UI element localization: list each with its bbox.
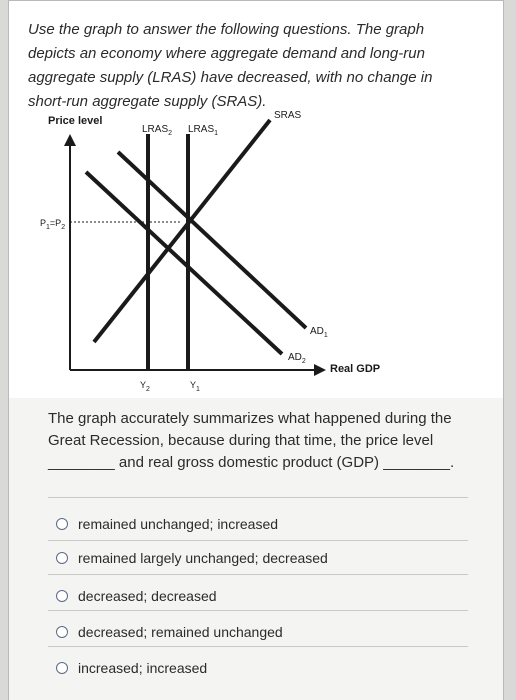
- radio-button[interactable]: [56, 662, 68, 674]
- divider: [48, 497, 468, 498]
- y2-label: $Y_2$: [140, 380, 150, 393]
- blank-2: ________: [383, 454, 450, 471]
- option-label: increased; increased: [78, 660, 208, 676]
- ad2-label: $AD_2$: [288, 352, 306, 365]
- option-1[interactable]: [48, 512, 468, 536]
- radio-button[interactable]: [56, 626, 68, 638]
- sras-label: SRAS: [274, 110, 302, 121]
- radio-button[interactable]: [56, 552, 68, 564]
- radio-button[interactable]: [56, 518, 68, 530]
- divider: [48, 574, 468, 575]
- option-4[interactable]: [48, 620, 468, 644]
- price-level-label: $P_1=P_2$: [40, 218, 66, 231]
- y1-label: $Y_1$: [190, 380, 200, 393]
- divider: [48, 540, 468, 541]
- option-3[interactable]: [48, 584, 468, 608]
- radio-button[interactable]: [56, 590, 68, 602]
- lras1-label: $LRAS_1$: [188, 124, 219, 137]
- question-text: The graph accurately summarizes what happened during the Great Recession, because during that time, the price level ________ and real gross domestic product (GDP) ________.: [48, 410, 455, 471]
- ad1-label: $AD_1$: [310, 326, 328, 339]
- intro-text: Use the graph to answer the following questions. The graph depicts an economy where aggregate demand and long-run aggregate supply (LRAS) have decreased, with no change in short-run aggregate supply (SRAS).: [28, 21, 433, 110]
- ad-as-graph: [30, 104, 390, 394]
- y-axis-arrow-icon: [64, 134, 76, 146]
- x-axis-arrow-icon: [314, 364, 326, 376]
- divider: [48, 646, 468, 647]
- ad2-curve: [86, 172, 282, 354]
- x-axis-label: Real GDP: [330, 363, 381, 375]
- option-5[interactable]: [48, 656, 468, 680]
- option-2[interactable]: [48, 546, 468, 570]
- option-label: remained largely unchanged; decreased: [78, 550, 328, 566]
- y-axis-label: Price level: [48, 115, 103, 127]
- option-label: remained unchanged; increased: [78, 516, 279, 532]
- option-label: decreased; decreased: [78, 588, 217, 604]
- lras2-label: $LRAS_2$: [142, 124, 173, 137]
- blank-1: ________: [48, 454, 115, 471]
- divider: [48, 610, 468, 611]
- option-label: decreased; remained unchanged: [78, 624, 283, 640]
